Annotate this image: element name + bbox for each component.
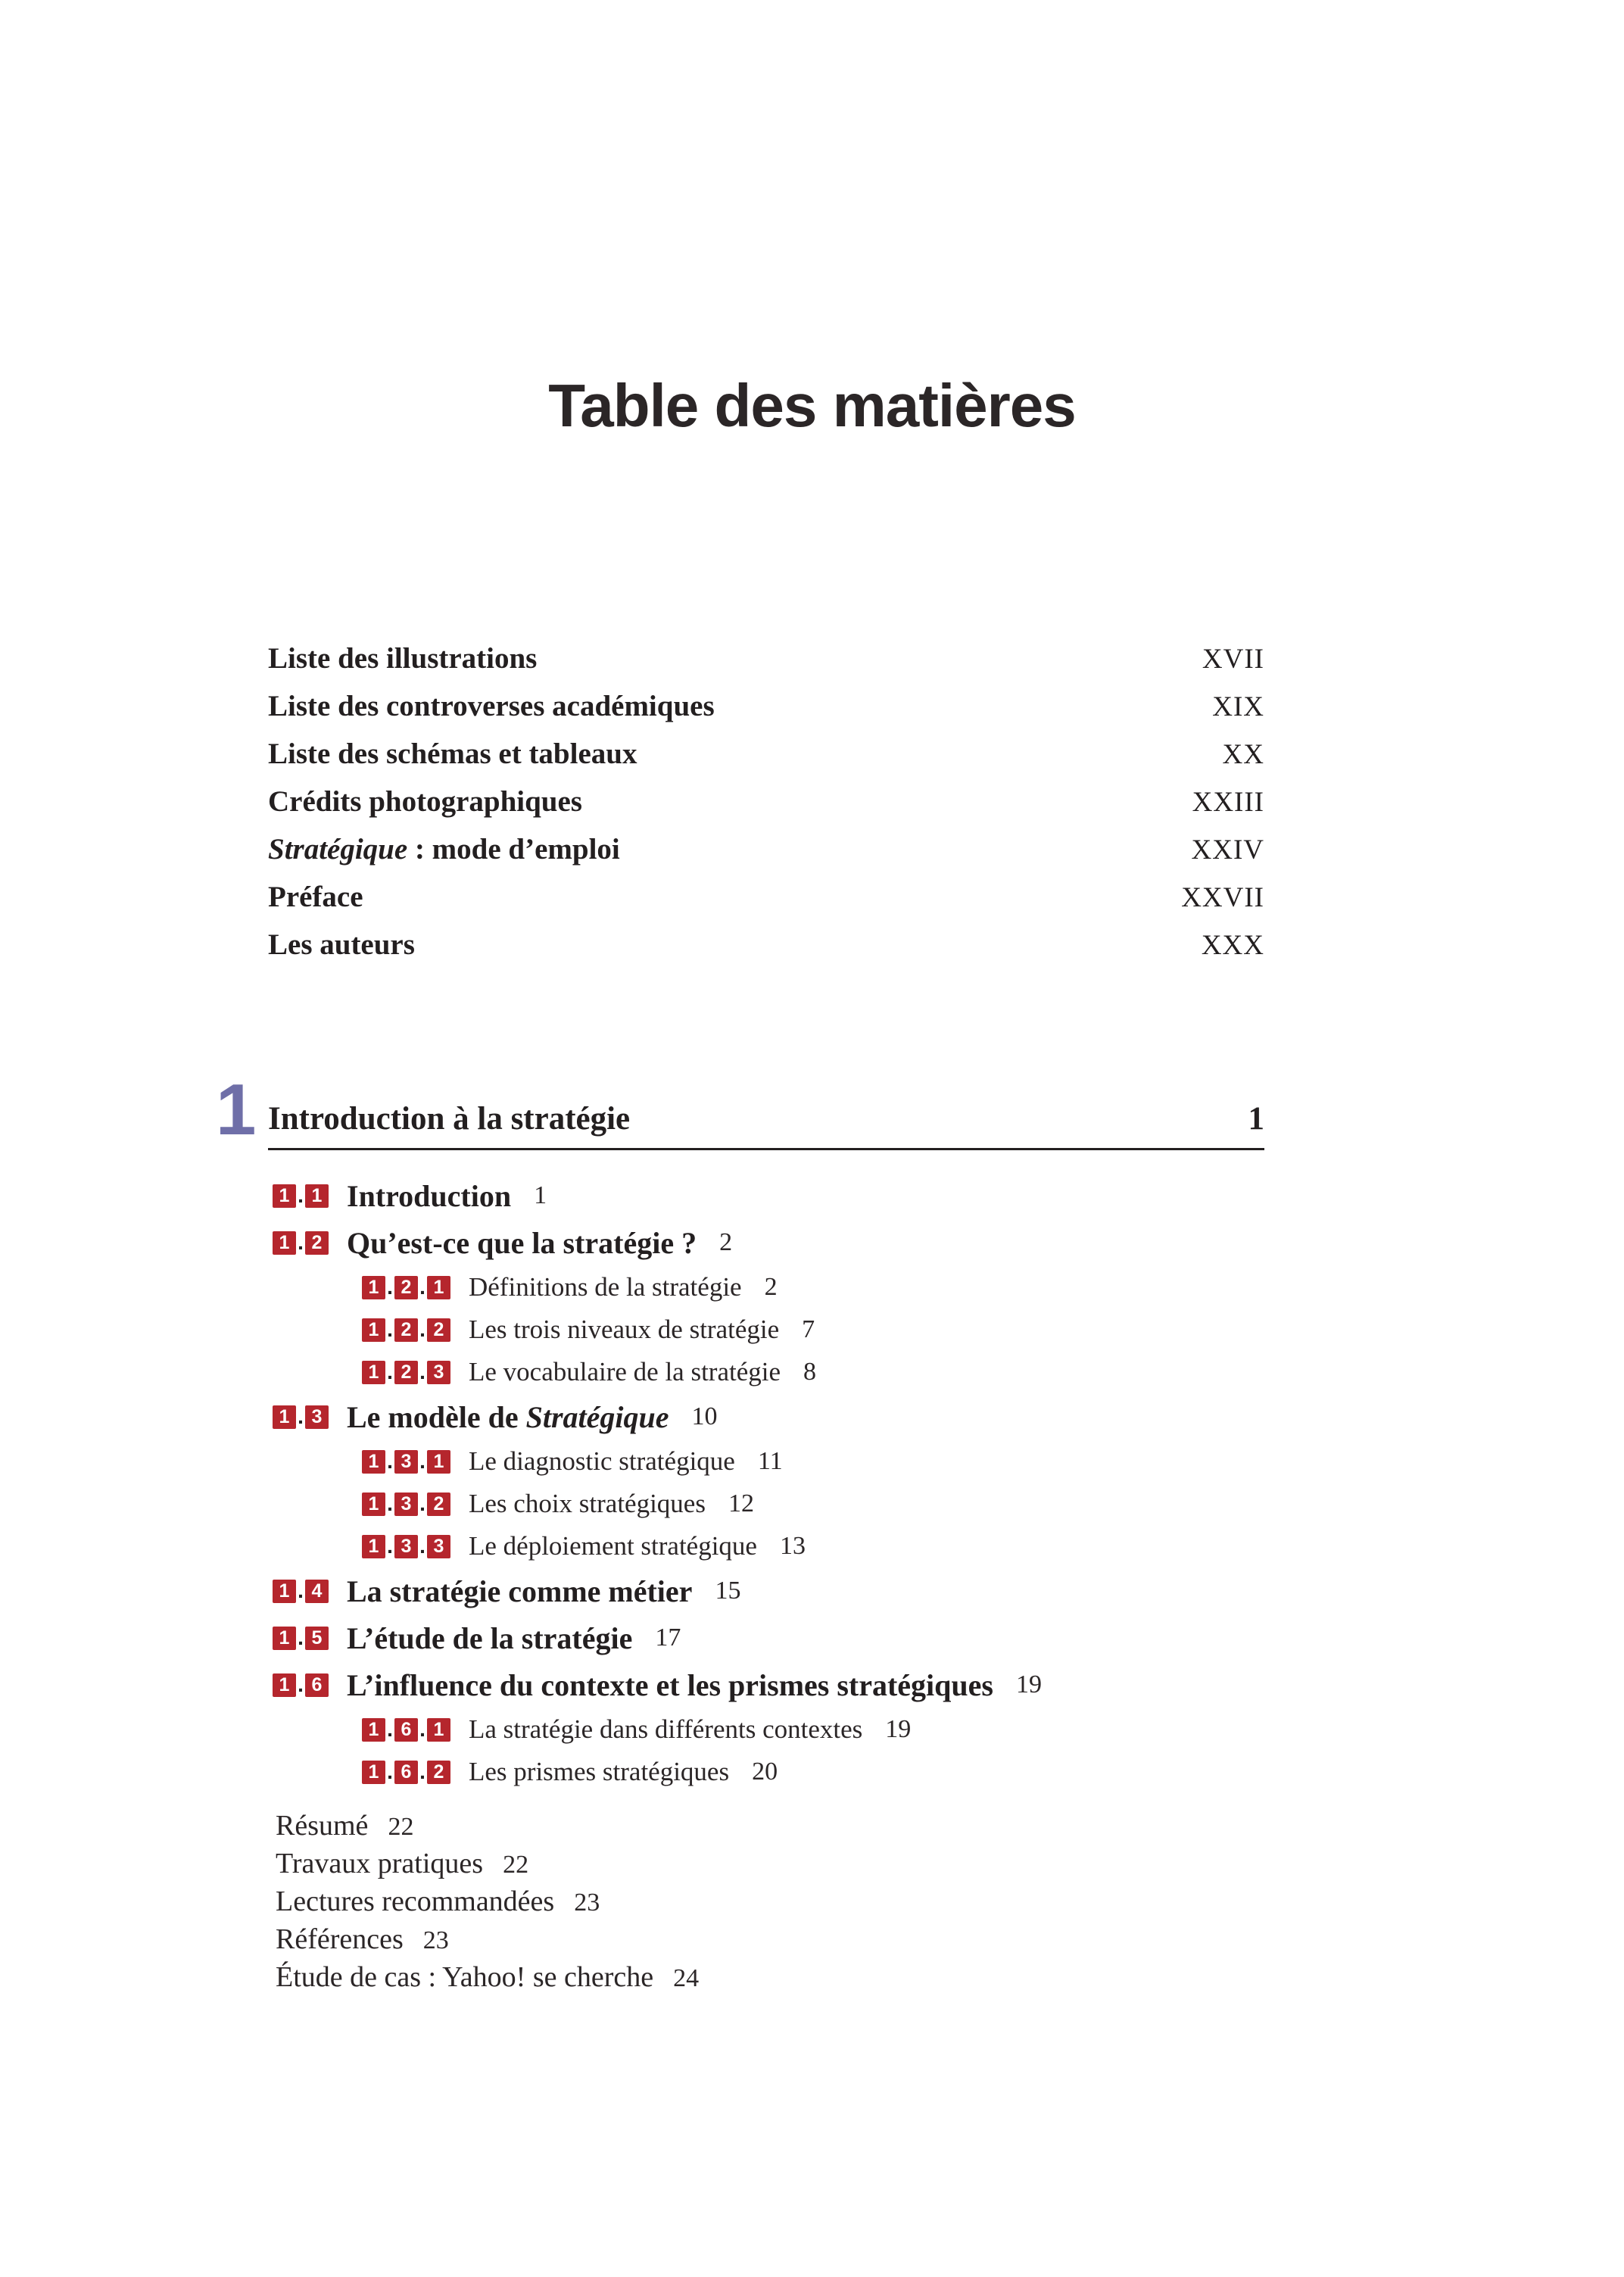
section-label: Introduction bbox=[347, 1178, 512, 1213]
section-page: 8 bbox=[803, 1358, 817, 1386]
number-separator: . bbox=[387, 1449, 393, 1473]
number-badge: 1 bbox=[362, 1493, 385, 1516]
section-entry[interactable] bbox=[273, 1172, 1264, 1219]
chapter-number: 1 bbox=[216, 1069, 257, 1150]
number-badge: 2 bbox=[427, 1318, 450, 1342]
number-badge: 1 bbox=[273, 1673, 296, 1697]
number-badge: 1 bbox=[273, 1580, 296, 1603]
front-matter-label bbox=[268, 825, 620, 873]
section-label: Les prismes stratégiques bbox=[469, 1757, 730, 1786]
front-matter-page: XXIV bbox=[1191, 834, 1264, 866]
section-label: Les trois niveaux de stratégie bbox=[469, 1315, 780, 1344]
section-page: 11 bbox=[757, 1447, 783, 1475]
end-matter-item[interactable] bbox=[276, 1807, 699, 1845]
section-entry[interactable] bbox=[273, 1393, 1264, 1440]
number-badge: 1 bbox=[273, 1405, 296, 1429]
section-label: Le diagnostic stratégique bbox=[469, 1446, 735, 1476]
page-title: Table des matières bbox=[548, 372, 1076, 439]
number-separator: . bbox=[419, 1760, 425, 1783]
front-matter-page: XIX bbox=[1212, 691, 1264, 722]
section-number bbox=[362, 1492, 450, 1516]
end-matter-item[interactable] bbox=[276, 1920, 699, 1958]
section-number bbox=[362, 1717, 450, 1742]
end-matter-page: 22 bbox=[503, 1851, 529, 1879]
section-number bbox=[273, 1231, 329, 1255]
front-matter-label: Liste des controverses académiques bbox=[268, 690, 715, 722]
number-badge: 3 bbox=[394, 1450, 418, 1474]
number-badge: 6 bbox=[394, 1718, 418, 1742]
subsection-entry[interactable] bbox=[273, 1351, 1264, 1393]
front-matter-label: Liste des schémas et tableaux bbox=[268, 738, 637, 770]
chapter-page: 1 bbox=[1248, 1101, 1264, 1137]
number-badge: 1 bbox=[427, 1718, 450, 1742]
number-badge: 2 bbox=[394, 1318, 418, 1342]
section-number bbox=[362, 1275, 450, 1299]
number-badge: 3 bbox=[394, 1493, 418, 1516]
number-badge: 3 bbox=[305, 1405, 329, 1429]
number-separator: . bbox=[298, 1184, 304, 1207]
end-matter-label: Étude de cas : Yahoo! se cherche bbox=[276, 1961, 654, 1993]
number-badge: 6 bbox=[305, 1673, 329, 1697]
number-separator: . bbox=[387, 1275, 393, 1299]
section-number bbox=[273, 1405, 329, 1429]
number-separator: . bbox=[419, 1534, 425, 1558]
number-separator: . bbox=[387, 1534, 393, 1558]
number-badge: 6 bbox=[394, 1761, 418, 1784]
section-page: 15 bbox=[715, 1577, 741, 1605]
subsection-entry[interactable] bbox=[273, 1483, 1264, 1525]
number-separator: . bbox=[419, 1360, 425, 1383]
section-page: 2 bbox=[764, 1273, 778, 1301]
end-matter-page: 24 bbox=[673, 1964, 700, 1992]
number-badge: 2 bbox=[394, 1276, 418, 1299]
section-label: L’influence du contexte et les prismes stratégiques bbox=[347, 1667, 993, 1702]
front-matter-label: Préface bbox=[268, 881, 363, 913]
section-label: Définitions de la stratégie bbox=[469, 1272, 742, 1302]
front-matter-page: XVII bbox=[1202, 644, 1264, 675]
number-badge: 1 bbox=[273, 1184, 296, 1208]
front-matter-item[interactable] bbox=[268, 921, 1264, 969]
section-page: 1 bbox=[534, 1181, 547, 1209]
number-separator: . bbox=[387, 1760, 393, 1783]
number-badge: 3 bbox=[427, 1535, 450, 1558]
front-matter-item[interactable] bbox=[268, 825, 1264, 873]
number-badge: 4 bbox=[305, 1580, 329, 1603]
number-badge: 1 bbox=[427, 1276, 450, 1299]
end-matter-item[interactable] bbox=[276, 1882, 699, 1920]
subsection-entry[interactable] bbox=[273, 1525, 1264, 1567]
number-badge: 1 bbox=[362, 1318, 385, 1342]
front-matter-page: XXX bbox=[1201, 930, 1264, 961]
number-separator: . bbox=[298, 1626, 304, 1649]
front-matter-item[interactable] bbox=[268, 682, 1264, 730]
number-badge: 1 bbox=[362, 1276, 385, 1299]
number-separator: . bbox=[419, 1492, 425, 1515]
section-label: La stratégie dans différents contextes bbox=[469, 1714, 863, 1744]
chapter-title: Introduction à la stratégie bbox=[268, 1101, 631, 1137]
section-page: 7 bbox=[802, 1315, 815, 1343]
number-separator: . bbox=[387, 1318, 393, 1341]
number-badge: 1 bbox=[362, 1450, 385, 1474]
section-number bbox=[273, 1579, 329, 1603]
section-entry[interactable] bbox=[273, 1614, 1264, 1661]
number-badge: 2 bbox=[427, 1493, 450, 1516]
front-matter-page: XX bbox=[1222, 739, 1264, 770]
number-badge: 1 bbox=[362, 1718, 385, 1742]
number-separator: . bbox=[419, 1318, 425, 1341]
section-entry[interactable] bbox=[273, 1661, 1264, 1708]
section-number bbox=[362, 1760, 450, 1784]
subsection-entry[interactable] bbox=[273, 1751, 1264, 1793]
section-label: Le modèle de Stratégique bbox=[347, 1399, 669, 1434]
number-separator: . bbox=[298, 1231, 304, 1254]
front-matter-item[interactable] bbox=[268, 873, 1264, 921]
number-badge: 1 bbox=[427, 1450, 450, 1474]
front-matter-item[interactable] bbox=[268, 778, 1264, 825]
end-matter-page: 22 bbox=[388, 1813, 414, 1841]
section-entry[interactable] bbox=[273, 1219, 1264, 1266]
number-badge: 1 bbox=[305, 1184, 329, 1208]
section-number bbox=[273, 1184, 329, 1208]
front-matter-label-italic: Stratégique bbox=[268, 833, 408, 866]
section-label: La stratégie comme métier bbox=[347, 1574, 693, 1608]
chapter-heading[interactable] bbox=[268, 1090, 1264, 1150]
number-badge: 1 bbox=[362, 1535, 385, 1558]
section-page: 19 bbox=[885, 1715, 912, 1743]
number-separator: . bbox=[419, 1717, 425, 1741]
section-page: 2 bbox=[719, 1228, 733, 1256]
subsection-entry[interactable] bbox=[273, 1266, 1264, 1308]
section-label: Les choix stratégiques bbox=[469, 1489, 706, 1518]
end-matter-item[interactable] bbox=[276, 1845, 699, 1882]
front-matter-label: Les auteurs bbox=[268, 928, 415, 961]
section-number bbox=[362, 1318, 450, 1342]
section-label: L’étude de la stratégie bbox=[347, 1620, 633, 1655]
number-badge: 2 bbox=[394, 1361, 418, 1384]
end-matter-label: Lectures recommandées bbox=[276, 1886, 555, 1917]
end-matter-item[interactable] bbox=[276, 1958, 699, 1996]
front-matter-item[interactable] bbox=[268, 730, 1264, 778]
end-matter-page: 23 bbox=[422, 1926, 449, 1954]
subsection-entry[interactable] bbox=[273, 1708, 1264, 1751]
number-badge: 2 bbox=[427, 1761, 450, 1784]
number-badge: 1 bbox=[362, 1761, 385, 1784]
end-matter-label: Travaux pratiques bbox=[276, 1848, 484, 1879]
section-label: Le vocabulaire de la stratégie bbox=[469, 1357, 781, 1386]
front-matter-label: Crédits photographiques bbox=[268, 785, 582, 818]
section-number bbox=[362, 1449, 450, 1474]
section-page: 13 bbox=[779, 1532, 806, 1560]
section-number bbox=[273, 1626, 329, 1650]
number-separator: . bbox=[387, 1492, 393, 1515]
end-matter-page: 23 bbox=[574, 1889, 600, 1917]
end-matter-list bbox=[276, 1807, 699, 1996]
section-label-italic: Stratégique bbox=[525, 1399, 669, 1434]
front-matter-label-rest: : mode d’emploi bbox=[407, 833, 620, 866]
number-badge: 5 bbox=[305, 1627, 329, 1650]
number-badge: 3 bbox=[394, 1535, 418, 1558]
number-badge: 3 bbox=[427, 1361, 450, 1384]
number-separator: . bbox=[387, 1360, 393, 1383]
front-matter-page: XXIII bbox=[1192, 787, 1264, 818]
front-matter-page: XXVII bbox=[1181, 882, 1264, 913]
subsection-entry[interactable] bbox=[273, 1308, 1264, 1351]
section-label: Le déploiement stratégique bbox=[469, 1531, 757, 1561]
number-separator: . bbox=[298, 1579, 304, 1602]
number-separator: . bbox=[387, 1717, 393, 1741]
section-page: 20 bbox=[752, 1758, 778, 1786]
number-badge: 2 bbox=[305, 1231, 329, 1255]
number-separator: . bbox=[298, 1405, 304, 1428]
section-page: 10 bbox=[691, 1402, 718, 1430]
number-separator: . bbox=[298, 1673, 304, 1696]
number-badge: 1 bbox=[273, 1231, 296, 1255]
section-page: 17 bbox=[655, 1624, 681, 1652]
section-list bbox=[273, 1172, 1264, 1793]
front-matter-label: Liste des illustrations bbox=[268, 642, 538, 675]
end-matter-label: Résumé bbox=[276, 1810, 369, 1842]
section-number bbox=[273, 1673, 329, 1697]
section-entry[interactable] bbox=[273, 1567, 1264, 1614]
number-badge: 1 bbox=[273, 1627, 296, 1650]
front-matter-item[interactable] bbox=[268, 635, 1264, 682]
section-page: 19 bbox=[1015, 1670, 1042, 1698]
section-label: Qu’est-ce que la stratégie ? bbox=[347, 1225, 697, 1260]
number-badge: 1 bbox=[362, 1361, 385, 1384]
end-matter-label: Références bbox=[276, 1923, 404, 1955]
section-page: 12 bbox=[728, 1489, 754, 1517]
front-matter-list bbox=[268, 635, 1264, 969]
subsection-entry[interactable] bbox=[273, 1440, 1264, 1483]
section-number bbox=[362, 1360, 450, 1384]
number-separator: . bbox=[419, 1449, 425, 1473]
section-number bbox=[362, 1534, 450, 1558]
number-separator: . bbox=[419, 1275, 425, 1299]
